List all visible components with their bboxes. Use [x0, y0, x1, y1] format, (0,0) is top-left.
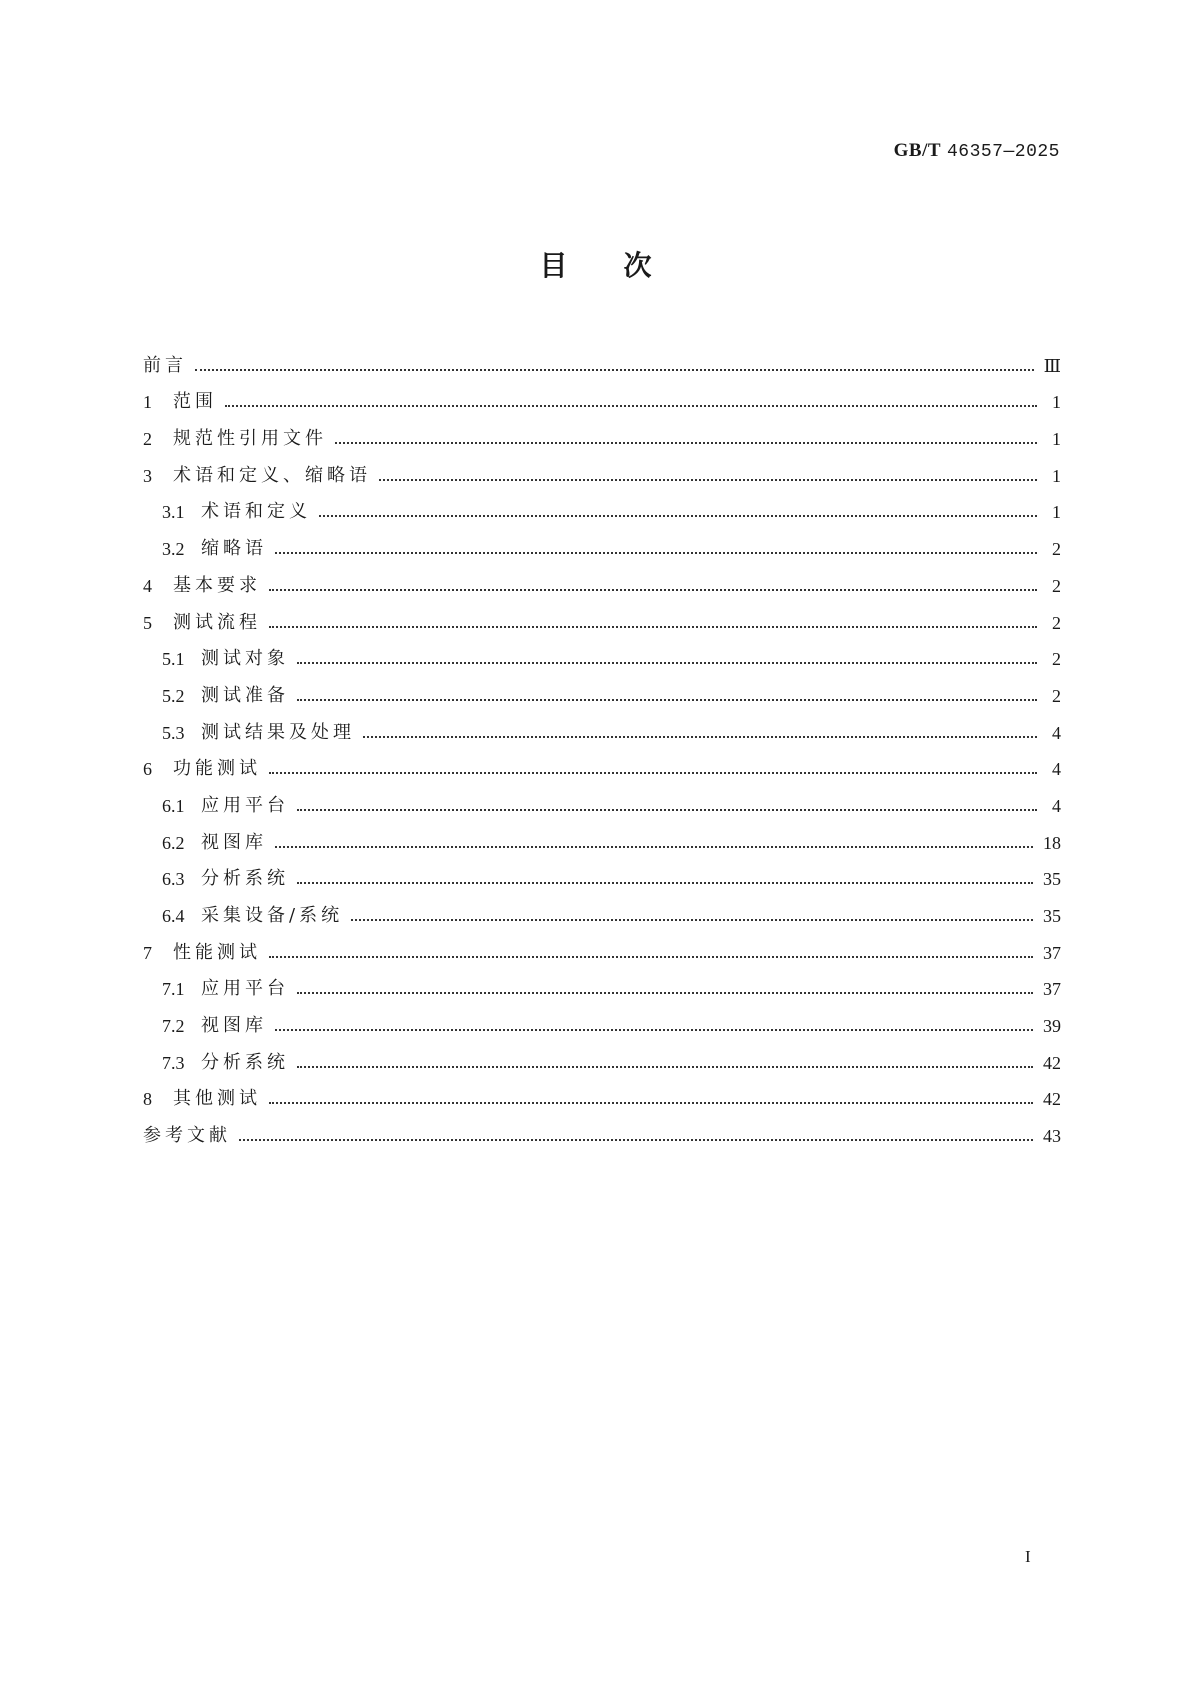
toc-entry-number: 7: [143, 942, 152, 963]
toc-entry-number: 6: [143, 759, 152, 780]
page-title: 目次: [539, 249, 708, 282]
toc-entry-number: 6.2: [162, 832, 185, 853]
table-of-contents: [143, 340, 1061, 1147]
toc-entry-number: 4: [143, 575, 152, 596]
toc-dot-leader: [195, 368, 1034, 371]
standard-prefix: GB/T: [893, 140, 942, 161]
toc-entry-label: 应用平台: [201, 794, 289, 816]
toc-entry-page: 4: [1052, 795, 1061, 816]
standard-number: [894, 140, 1060, 162]
toc-entry[interactable]: [143, 890, 1061, 927]
toc-dot-leader: [239, 1138, 1033, 1141]
toc-entry-page: 1: [1052, 429, 1061, 450]
toc-entry-number: 6.4: [162, 906, 185, 926]
toc-dot-leader: [269, 955, 1033, 958]
toc-dot-leader: [275, 551, 1037, 554]
toc-entry-text: [143, 501, 311, 523]
toc-entry-text: [143, 428, 327, 450]
toc-entry-label: 参考文献: [143, 1125, 231, 1147]
toc-entry[interactable]: [143, 1074, 1061, 1111]
toc-entry-text: [143, 758, 261, 780]
toc-entry-label: 分析系统: [201, 1051, 289, 1073]
toc-entry-number: 7.3: [162, 1052, 185, 1073]
toc-entry-text: [143, 1015, 267, 1037]
toc-entry[interactable]: [143, 413, 1061, 450]
toc-entry-label: 术语和定义: [201, 501, 311, 523]
toc-entry-page: 4: [1052, 759, 1061, 780]
toc-dot-leader: [269, 771, 1037, 774]
toc-entry[interactable]: [143, 670, 1061, 707]
toc-dot-leader: [379, 478, 1037, 481]
toc-entry-text: [143, 648, 289, 670]
toc-entry-number: 7.1: [162, 979, 185, 1000]
toc-dot-leader: [297, 1065, 1033, 1068]
toc-entry-number: 7.2: [162, 1016, 185, 1037]
toc-entry-number: 6.1: [162, 795, 185, 816]
toc-entry-page: 4: [1052, 722, 1061, 743]
toc-entry-page: 2: [1052, 612, 1061, 633]
toc-entry[interactable]: [143, 1000, 1061, 1037]
toc-dot-leader: [269, 1101, 1033, 1104]
toc-dot-leader: [297, 881, 1033, 884]
toc-entry-label: 应用平台: [201, 978, 289, 1000]
toc-entry-label: 缩略语: [201, 538, 267, 560]
toc-dot-leader: [319, 514, 1037, 517]
toc-entry-text: [143, 1052, 289, 1074]
toc-entry-page: 42: [1043, 1089, 1061, 1110]
toc-entry-number: 3.2: [162, 539, 185, 560]
toc-entry-text: [143, 575, 261, 597]
toc-dot-leader: [297, 698, 1037, 701]
toc-entry-label: 基本要求: [173, 574, 261, 596]
toc-entry-page: 35: [1043, 906, 1061, 926]
toc-entry-number: 5.1: [162, 649, 185, 670]
toc-entry[interactable]: [143, 1110, 1061, 1147]
toc-entry-page: 42: [1043, 1052, 1061, 1073]
toc-dot-leader: [269, 588, 1037, 591]
toc-entry-page: 2: [1052, 685, 1061, 706]
toc-entry-text: [143, 391, 217, 413]
toc-dot-leader: [297, 661, 1037, 664]
toc-entry-label: 性能测试: [173, 941, 261, 963]
toc-entry-number: 1: [143, 392, 152, 413]
toc-entry-page: Ⅲ: [1043, 355, 1061, 376]
toc-dot-leader: [269, 625, 1037, 628]
toc-entry-label: 测试流程: [173, 611, 261, 633]
toc-entry-label: 测试对象: [201, 648, 289, 670]
toc-entry-number: 3: [143, 465, 152, 486]
toc-entry-text: [143, 1125, 231, 1147]
toc-entry-text: [143, 978, 289, 1000]
toc-entry[interactable]: [143, 817, 1061, 854]
toc-entry-number: 5: [143, 612, 152, 633]
toc-entry-number: 6.3: [162, 869, 185, 890]
toc-entry-page: 18: [1043, 832, 1061, 853]
toc-entry-page: 37: [1043, 979, 1061, 1000]
toc-entry-page: 43: [1043, 1126, 1061, 1147]
toc-entry-label: 功能测试: [173, 758, 261, 780]
toc-entry[interactable]: [143, 450, 1061, 487]
toc-dot-leader: [297, 808, 1037, 811]
toc-entry-number: 5.3: [162, 722, 185, 743]
toc-dot-leader: [335, 441, 1037, 444]
toc-entry-label: 采集设备/系统: [201, 905, 344, 926]
toc-dot-leader: [363, 735, 1037, 738]
toc-entry-text: [143, 868, 289, 890]
toc-entry-text: [143, 612, 261, 634]
toc-entry[interactable]: [143, 634, 1061, 671]
toc-entry[interactable]: [143, 340, 1061, 377]
toc-dot-leader: [225, 404, 1037, 407]
toc-entry-label: 测试准备: [201, 684, 289, 706]
toc-entry-number: 5.2: [162, 685, 185, 706]
toc-entry[interactable]: [143, 487, 1061, 524]
footer-page-number: I: [1025, 1547, 1031, 1566]
toc-entry[interactable]: [143, 964, 1061, 1001]
toc-entry[interactable]: [143, 597, 1061, 634]
toc-entry[interactable]: [143, 523, 1061, 560]
toc-dot-leader: [275, 845, 1033, 848]
toc-entry-number: 3.1: [162, 502, 185, 523]
toc-entry[interactable]: [143, 377, 1061, 414]
toc-entry-label: 分析系统: [201, 868, 289, 890]
toc-entry-page: 1: [1052, 465, 1061, 486]
toc-entry-text: [143, 465, 371, 487]
toc-entry[interactable]: [143, 707, 1061, 744]
toc-entry-number: 2: [143, 429, 152, 450]
toc-entry-label: 视图库: [201, 831, 267, 853]
toc-dot-leader: [297, 991, 1033, 994]
toc-entry-page: 39: [1043, 1016, 1061, 1037]
toc-entry-page: 2: [1052, 649, 1061, 670]
toc-entry-text: [143, 795, 289, 817]
toc-entry-label: 前言: [143, 354, 187, 376]
toc-entry-text: [143, 905, 343, 927]
toc-entry-text: [143, 538, 267, 560]
toc-entry-page: 2: [1052, 539, 1061, 560]
toc-entry-label: 视图库: [201, 1015, 267, 1037]
toc-entry-label: 规范性引用文件: [173, 428, 327, 450]
toc-entry[interactable]: [143, 560, 1061, 597]
toc-entry-page: 1: [1052, 502, 1061, 523]
standard-code: 46357—2025: [946, 142, 1060, 162]
toc-entry-label: 术语和定义、缩略语: [173, 464, 371, 486]
toc-entry[interactable]: [143, 744, 1061, 781]
toc-entry-page: 35: [1043, 869, 1061, 890]
toc-entry[interactable]: [143, 854, 1061, 891]
toc-entry[interactable]: [143, 927, 1061, 964]
toc-entry-text: [143, 1088, 261, 1110]
toc-entry-page: 2: [1052, 575, 1061, 596]
toc-entry-label: 其他测试: [173, 1088, 261, 1110]
toc-entry-text: [143, 722, 355, 744]
toc-entry-text: [143, 942, 261, 964]
toc-entry-label: 测试结果及处理: [201, 721, 355, 743]
toc-dot-leader: [275, 1028, 1033, 1031]
toc-entry[interactable]: [143, 1037, 1061, 1074]
toc-dot-leader: [351, 918, 1033, 921]
toc-entry-text: [143, 355, 187, 377]
toc-entry-text: [143, 685, 289, 707]
toc-entry-page: 1: [1052, 392, 1061, 413]
toc-entry-label: 范围: [173, 391, 217, 413]
toc-entry-page: 37: [1043, 942, 1061, 963]
toc-entry[interactable]: [143, 780, 1061, 817]
toc-entry-number: 8: [143, 1089, 152, 1110]
toc-entry-text: [143, 832, 267, 854]
